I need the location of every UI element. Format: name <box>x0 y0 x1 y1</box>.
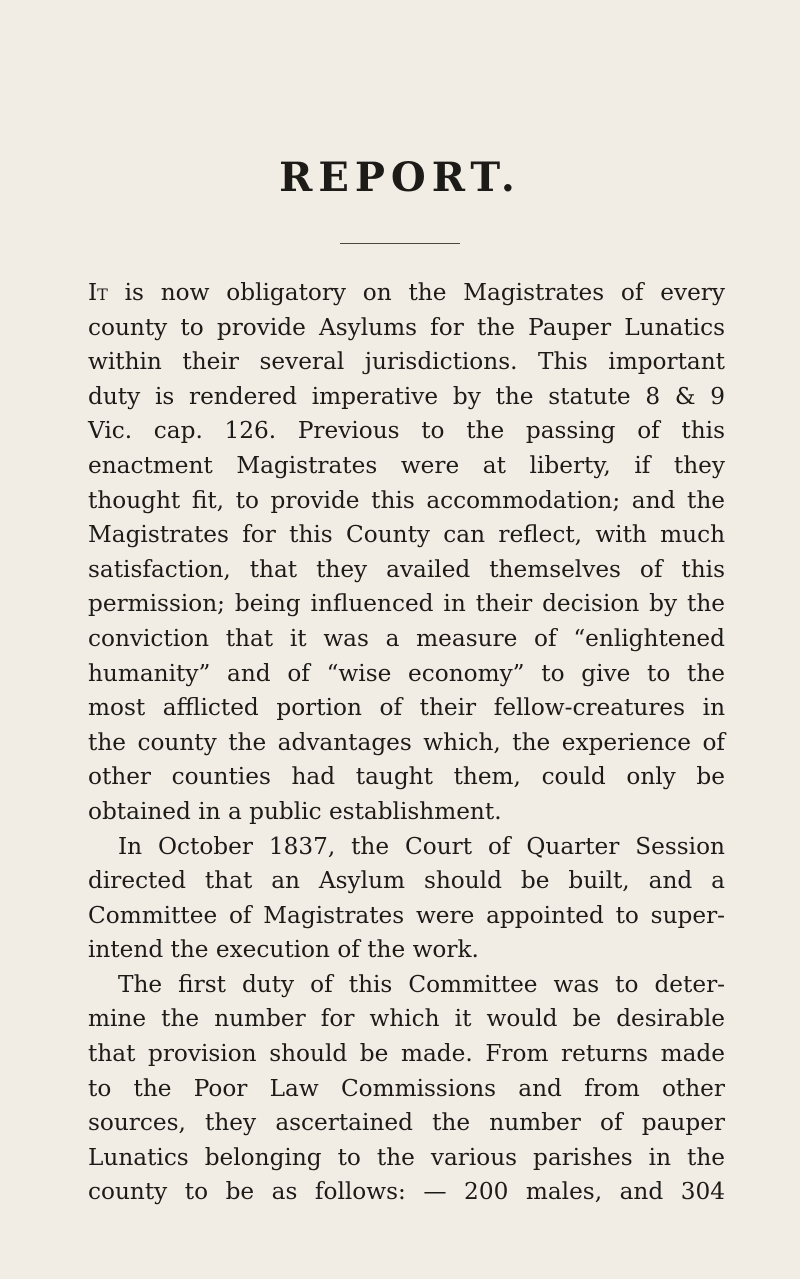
paragraph <box>88 830 725 968</box>
text-line: Vic. cap. 126. Previous to the passing of this <box>88 417 725 445</box>
text-line: In October 1837, the Court of Quarter Session <box>118 832 725 860</box>
report-body <box>88 276 725 1210</box>
page-title: REPORT. <box>279 154 521 201</box>
text-line: directed that an Asylum should be built, and a <box>88 867 725 895</box>
text-line: duty is rendered imperative by the statute 8 & 9 <box>88 382 725 410</box>
text-line: that provision should be made. From returns made <box>88 1040 725 1068</box>
text-line: thought fit, to provide this accommodation; and the <box>88 486 725 514</box>
paragraph <box>88 276 725 830</box>
text-line: within their several jurisdictions. This important <box>88 348 725 376</box>
text-line: satisfaction, that they availed themselves of this <box>88 555 725 583</box>
title-divider <box>340 243 460 244</box>
text-line: sources, they ascertained the number of pauper <box>88 1109 725 1137</box>
text-line: conviction that it was a measure of “enlightened <box>88 624 725 652</box>
text-line: humanity” and of “wise economy” to give to the <box>88 659 725 687</box>
opening-word: It <box>88 279 108 306</box>
text-line: to the Poor Law Commissions and from other <box>88 1074 725 1102</box>
text-line: Committee of Magistrates were appointed to super- <box>88 901 725 929</box>
text-line: most afflicted portion of their fellow-creatures in <box>88 694 725 722</box>
text-line: It is now obligatory on the Magistrates of every <box>88 279 725 306</box>
text-line: obtained in a public establishment. <box>88 797 502 825</box>
text-line: the county the advantages which, the experience of <box>88 728 725 756</box>
text-line: permission; being influenced in their decision by the <box>88 590 725 618</box>
text-line: county to provide Asylums for the Pauper Lunatics <box>88 313 725 341</box>
text-line: Lunatics belonging to the various parishes in the <box>88 1143 725 1171</box>
text-line: county to be as follows: — 200 males, and 304 <box>88 1178 725 1206</box>
text-line: intend the execution of the work. <box>88 936 479 964</box>
text-line: Magistrates for this County can reflect, with much <box>88 521 725 549</box>
paragraph <box>88 968 725 1210</box>
text-line: mine the number for which it would be desirable <box>88 1005 725 1033</box>
text-line: enactment Magistrates were at liberty, if they <box>88 451 725 479</box>
text-line: The first duty of this Committee was to deter- <box>118 970 725 998</box>
text-line: other counties had taught them, could only be <box>88 763 725 791</box>
